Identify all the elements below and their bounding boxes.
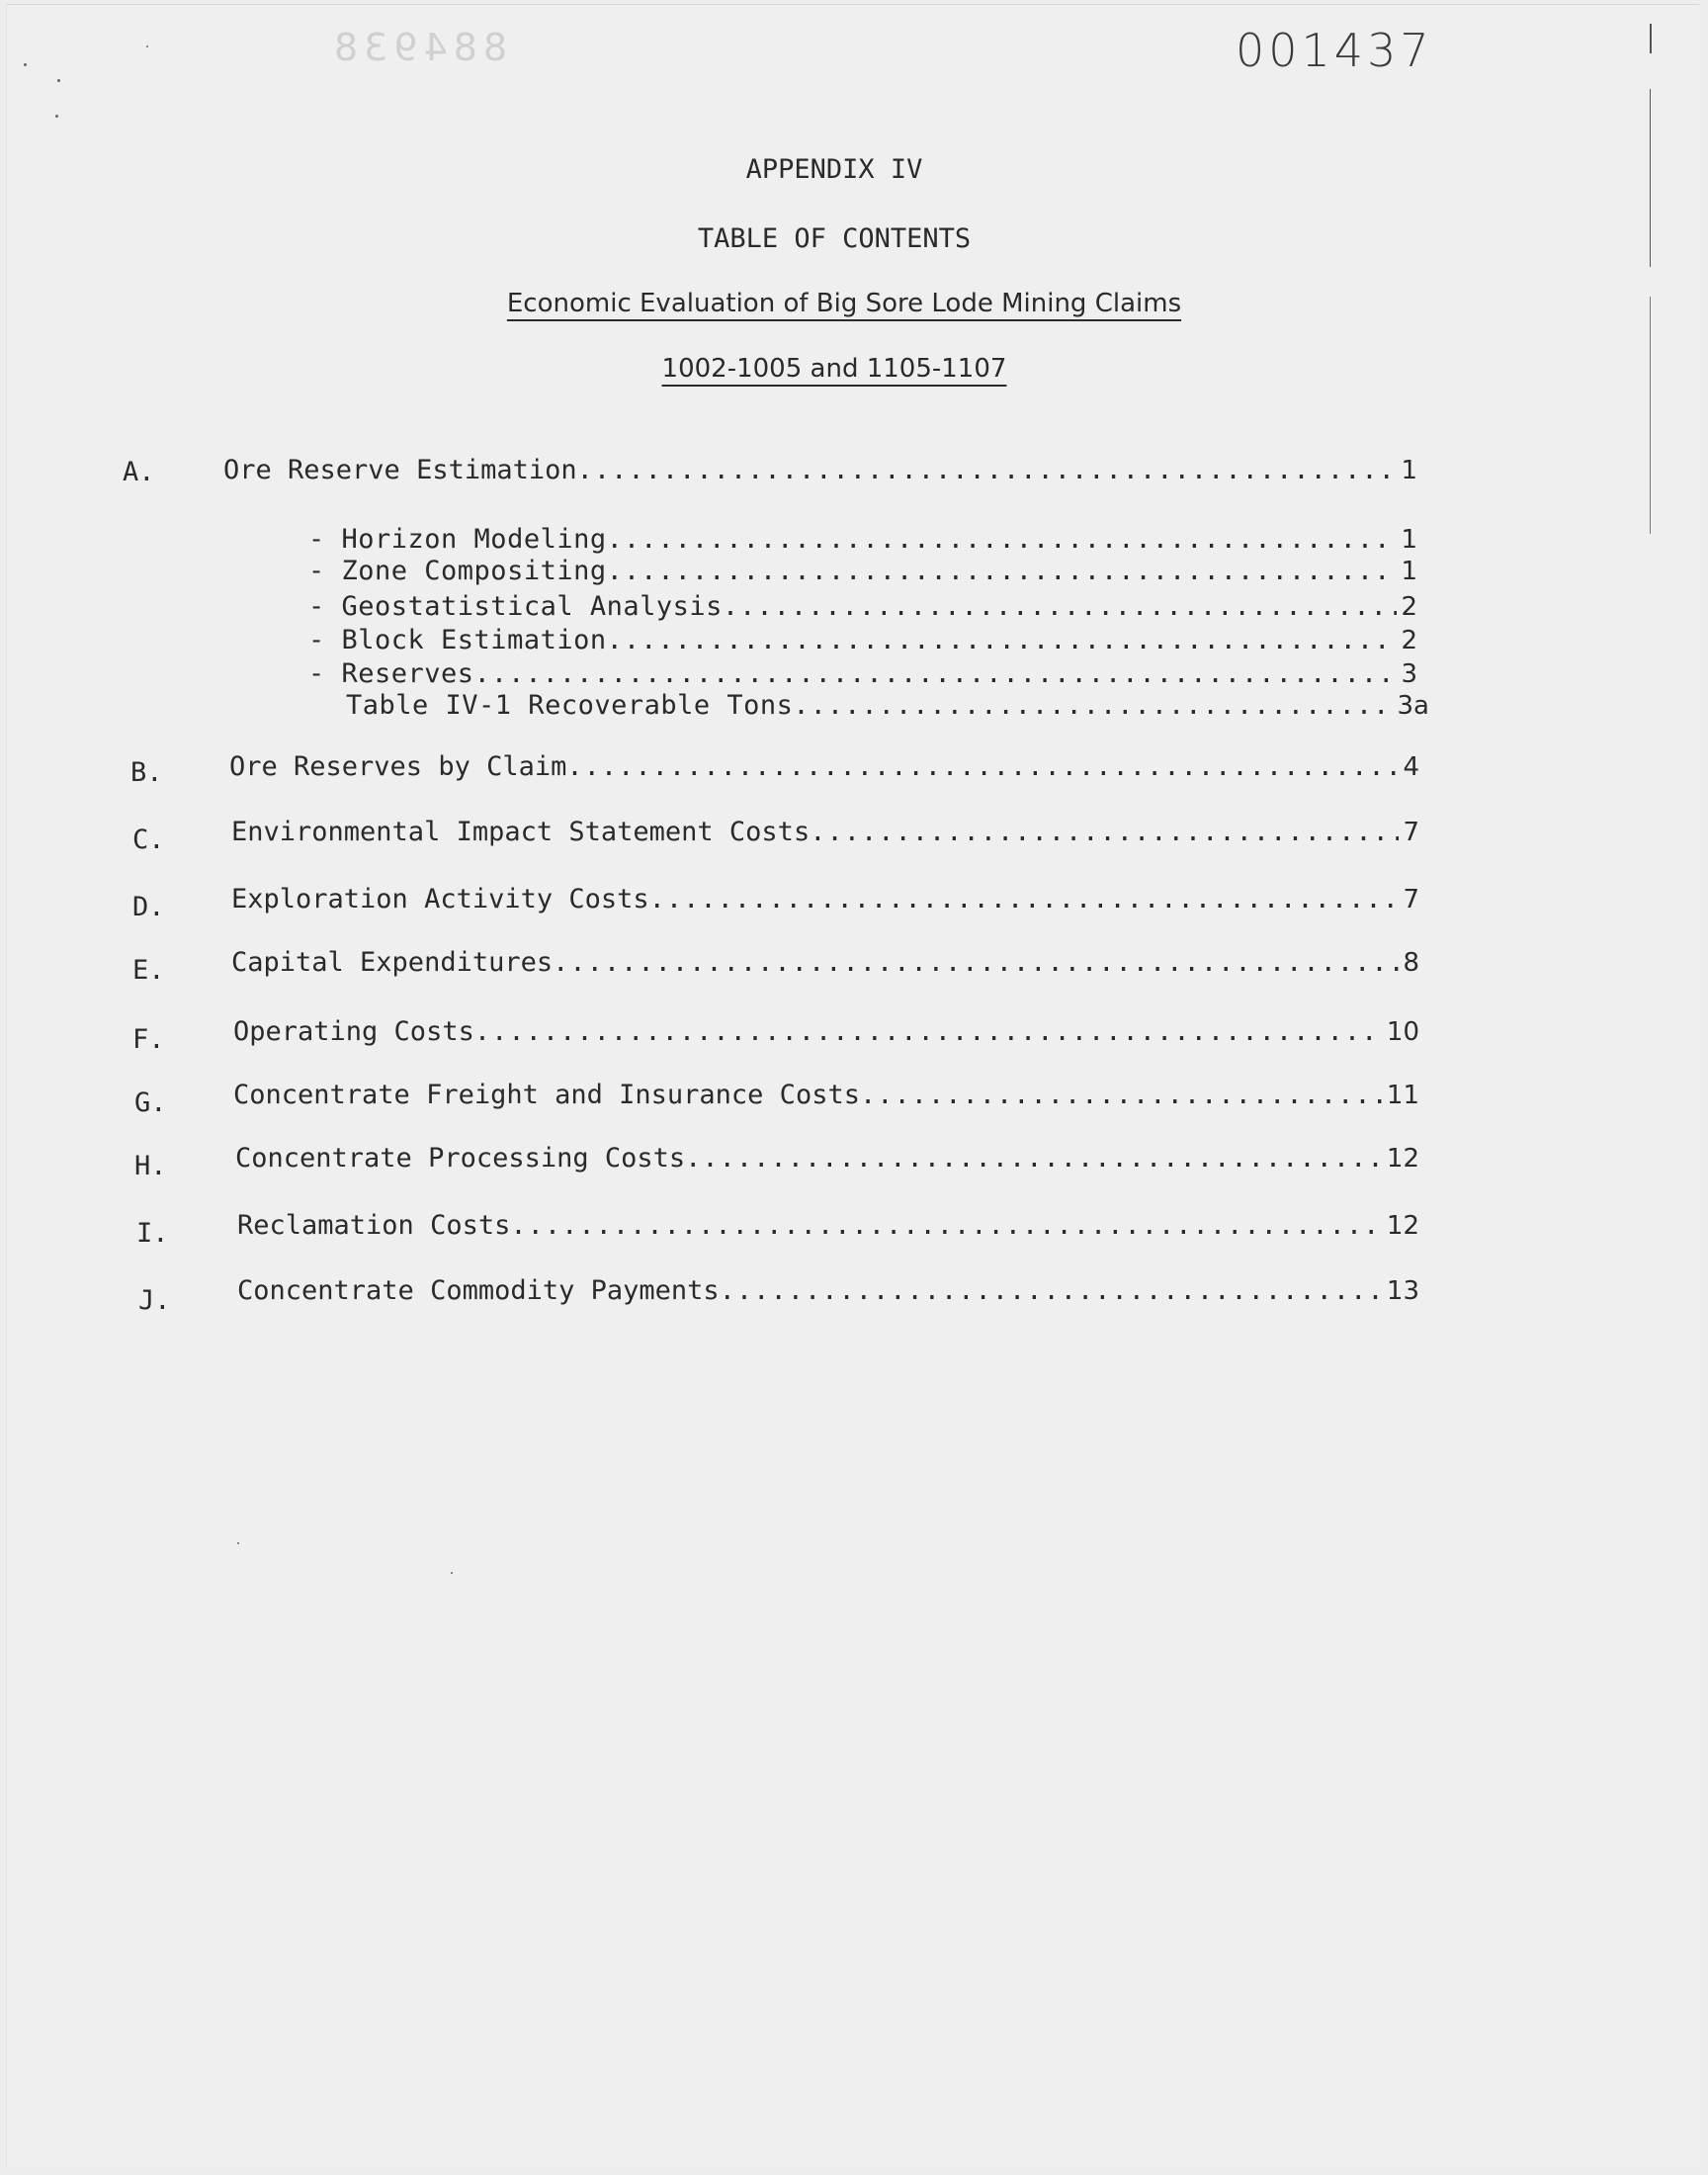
toc-subentry-horizon-modeling: [308, 524, 1417, 555]
toc-entry-title: Environmental Impact Statement Costs: [231, 817, 811, 847]
toc-page-number: 3: [1401, 659, 1417, 689]
toc-entry-f: [233, 1016, 1419, 1047]
toc-subentry-title: - Zone Compositing: [308, 556, 607, 586]
toc-page-number: 2: [1401, 626, 1417, 655]
subtitle-line-2: 1002-1005 and 1105-1107: [661, 354, 1007, 384]
toc-leader-dots: [474, 658, 1398, 689]
toc-leader-dots: [810, 817, 1399, 847]
toc-page-number: 8: [1403, 948, 1419, 978]
toc-page-number: 13: [1386, 1276, 1419, 1306]
toc-entry-title: Ore Reserve Estimation: [223, 455, 577, 485]
toc-subentry-title: - Reserves: [308, 658, 474, 689]
toc-letter-j: J.: [138, 1285, 171, 1316]
toc-leader-dots: [720, 1275, 1383, 1306]
toc-entry-title: Concentrate Processing Costs: [235, 1143, 686, 1174]
faint-reverse-number: 884938: [328, 26, 508, 69]
toc-entry-title: Ore Reserves by Claim: [229, 751, 567, 782]
toc-page-number: 12: [1386, 1144, 1419, 1174]
toc-leader-dots: [685, 1143, 1383, 1174]
toc-leader-dots: [553, 947, 1399, 978]
scan-speck: [57, 79, 60, 82]
toc-page-number: 10: [1386, 1017, 1419, 1047]
toc-subentry-title: Table IV-1 Recoverable Tons: [346, 690, 794, 721]
toc-page-number: 12: [1386, 1211, 1419, 1241]
toc-leader-dots: [607, 625, 1398, 655]
toc-entry-a: [223, 455, 1417, 485]
toc-subentry-geostatistical-analysis: [308, 591, 1417, 622]
toc-page-number: 7: [1403, 885, 1419, 914]
toc-entry-j: [237, 1275, 1419, 1306]
toc-title: TABLE OF CONTENTS: [697, 223, 972, 254]
scan-edge-mark: [1650, 89, 1651, 267]
toc-subentry-title: - Horizon Modeling: [308, 524, 607, 555]
toc-page-number: 1: [1401, 525, 1417, 555]
toc-leader-dots: [607, 524, 1398, 555]
toc-leader-dots: [649, 884, 1400, 914]
toc-subentry-table-iv-1: [346, 690, 1429, 721]
toc-entry-e: [231, 947, 1419, 978]
toc-leader-dots: [860, 1080, 1383, 1110]
scan-speck: [24, 63, 27, 66]
scan-edge-mark: [1650, 24, 1652, 53]
toc-letter-a: A.: [123, 457, 155, 487]
toc-subentry-title: - Geostatistical Analysis: [308, 591, 723, 622]
appendix-heading: APPENDIX IV: [745, 154, 923, 185]
subtitle-line-1: Economic Evaluation of Big Sore Lode Mining Claims: [506, 289, 1182, 318]
toc-leader-dots: [607, 556, 1398, 586]
toc-leader-dots: [474, 1016, 1383, 1047]
toc-subentry-zone-compositing: [308, 556, 1417, 586]
scan-speck: [55, 115, 58, 118]
toc-entry-c: [231, 817, 1419, 847]
scan-speck: [451, 1572, 453, 1574]
scan-speck: [237, 1542, 239, 1544]
toc-entry-title: Concentrate Freight and Insurance Costs: [233, 1080, 860, 1110]
toc-letter-h: H.: [134, 1151, 167, 1181]
toc-subentry-reserves: [308, 658, 1417, 689]
toc-leader-dots: [566, 751, 1399, 782]
toc-entry-title: Reclamation Costs: [237, 1210, 511, 1241]
toc-page-number: 1: [1401, 557, 1417, 586]
toc-page-number: 2: [1401, 592, 1417, 622]
toc-entry-g: [233, 1080, 1419, 1110]
scan-speck: [146, 45, 148, 47]
toc-entry-b: [229, 751, 1419, 782]
document-stamp-number: 001437: [1236, 24, 1433, 77]
toc-page-number: 3a: [1397, 691, 1429, 721]
toc-letter-e: E.: [132, 955, 165, 986]
toc-page-number: 7: [1403, 818, 1419, 847]
toc-entry-title: Operating Costs: [233, 1016, 474, 1047]
toc-entry-d: [231, 884, 1419, 914]
toc-leader-dots: [510, 1210, 1383, 1241]
toc-page-number: 1: [1401, 456, 1417, 485]
toc-page-number: 4: [1403, 752, 1419, 782]
toc-entry-title: Exploration Activity Costs: [231, 884, 649, 914]
toc-leader-dots: [577, 455, 1398, 485]
toc-letter-f: F.: [132, 1024, 165, 1055]
toc-entry-i: [237, 1210, 1419, 1241]
toc-subentry-title: - Block Estimation: [308, 625, 607, 655]
toc-leader-dots: [793, 690, 1393, 721]
toc-letter-g: G.: [134, 1088, 167, 1118]
scan-edge-mark: [1650, 297, 1651, 534]
toc-entry-title: Concentrate Commodity Payments: [237, 1275, 720, 1306]
toc-subentry-block-estimation: [308, 625, 1417, 655]
toc-leader-dots: [723, 591, 1398, 622]
toc-entry-h: [235, 1143, 1419, 1174]
toc-entry-title: Capital Expenditures: [231, 947, 554, 978]
toc-letter-d: D.: [132, 892, 165, 922]
toc-letter-i: I.: [136, 1218, 169, 1249]
toc-letter-c: C.: [132, 825, 165, 855]
toc-letter-b: B.: [130, 757, 163, 788]
toc-page-number: 11: [1386, 1081, 1419, 1110]
